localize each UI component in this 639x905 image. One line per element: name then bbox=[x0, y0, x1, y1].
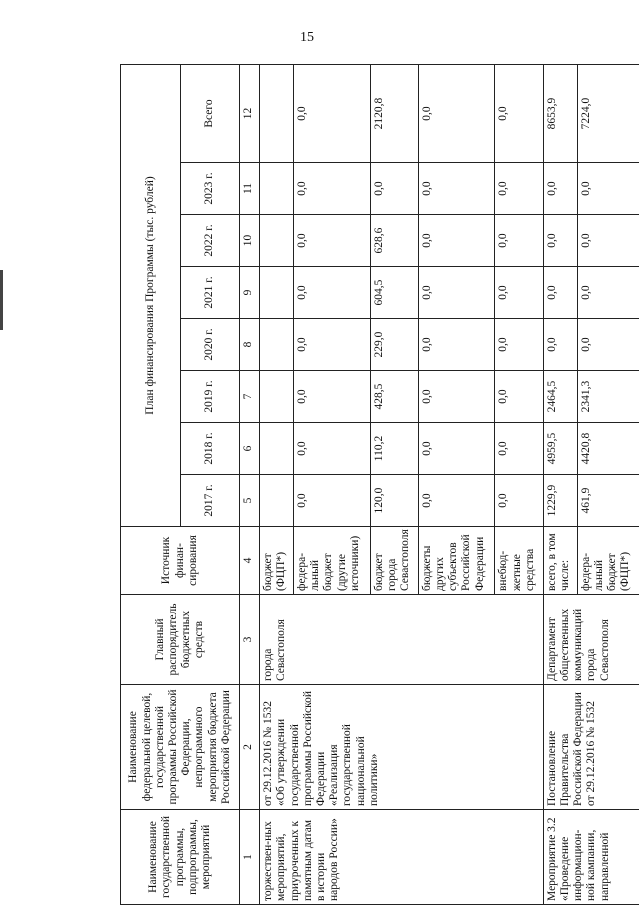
value-cell bbox=[260, 65, 294, 163]
scan-edge-mark bbox=[0, 270, 3, 330]
value-cell: 0,0 bbox=[370, 163, 418, 215]
financing-table-rotated bbox=[120, 65, 639, 905]
value-cell: 120,0 bbox=[370, 475, 418, 527]
header-year: 2022 г. bbox=[180, 215, 240, 267]
value-cell: 428,5 bbox=[370, 371, 418, 423]
value-cell: 0,0 bbox=[495, 215, 543, 267]
value-cell: 0,0 bbox=[577, 267, 639, 319]
value-cell: 0,0 bbox=[418, 423, 495, 475]
block2-measure-name: Мероприятие 3.2 «Проведение информацион-ной кампании, направленной bbox=[543, 810, 639, 905]
funding-source: федера-льный бюджет (другие источники) bbox=[293, 527, 370, 595]
funding-source: внебюд-жетные средства bbox=[495, 527, 543, 595]
funding-source: всего, в том числе: bbox=[543, 527, 577, 595]
col-number: 11 bbox=[240, 163, 260, 215]
value-cell: 0,0 bbox=[577, 215, 639, 267]
value-cell: 0,0 bbox=[293, 163, 370, 215]
header-col4: Источник финан-сирования bbox=[121, 527, 240, 595]
value-cell: 0,0 bbox=[418, 475, 495, 527]
header-year: 2017 г. bbox=[180, 475, 240, 527]
funding-source: бюджет (ФЦП*) bbox=[260, 527, 294, 595]
value-cell: 2464,5 bbox=[543, 371, 577, 423]
value-cell: 4420,8 bbox=[577, 423, 639, 475]
value-cell bbox=[260, 371, 294, 423]
col-number: 10 bbox=[240, 215, 260, 267]
value-cell: 4959,5 bbox=[543, 423, 577, 475]
value-cell: 7224,0 bbox=[577, 65, 639, 163]
value-cell: 0,0 bbox=[293, 371, 370, 423]
funding-source: бюджеты других субъектов Российской Федерации bbox=[418, 527, 495, 595]
block1-administrator: города Севастополя bbox=[260, 595, 544, 685]
value-cell: 0,0 bbox=[495, 267, 543, 319]
value-cell: 0,0 bbox=[418, 371, 495, 423]
value-cell: 0,0 bbox=[577, 319, 639, 371]
value-cell: 0,0 bbox=[293, 215, 370, 267]
header-col1: Наименование государственной программы, подпрограммы, мероприятий bbox=[121, 810, 240, 905]
value-cell: 0,0 bbox=[495, 475, 543, 527]
header-plan: План финансирования Программы (тыс. рублей) bbox=[121, 65, 181, 527]
value-cell bbox=[260, 215, 294, 267]
value-cell: 8653,9 bbox=[543, 65, 577, 163]
value-cell: 628,6 bbox=[370, 215, 418, 267]
header-col2: Наименование федеральной целевой, государственной программы Российской Федерации, непрограммного мероприятия бюджета Российской Федерации bbox=[121, 685, 240, 810]
financing-table bbox=[120, 64, 639, 905]
value-cell: 110,2 bbox=[370, 423, 418, 475]
header-year: 2018 г. bbox=[180, 423, 240, 475]
block2-administrator: Департамент общественных коммуникаций города Севастополя bbox=[543, 595, 639, 685]
col-number: 12 bbox=[240, 65, 260, 163]
value-cell: 0,0 bbox=[543, 267, 577, 319]
value-cell: 229,0 bbox=[370, 319, 418, 371]
col-number: 6 bbox=[240, 423, 260, 475]
col-number: 4 bbox=[240, 527, 260, 595]
value-cell: 0,0 bbox=[543, 215, 577, 267]
header-year: 2020 г. bbox=[180, 319, 240, 371]
col-number: 8 bbox=[240, 319, 260, 371]
col-number: 7 bbox=[240, 371, 260, 423]
value-cell bbox=[260, 163, 294, 215]
col-number: 3 bbox=[240, 595, 260, 685]
value-cell: 0,0 bbox=[293, 65, 370, 163]
table-row bbox=[260, 65, 294, 905]
value-cell: 0,0 bbox=[495, 423, 543, 475]
funding-source: бюджет города Севастополя bbox=[370, 527, 418, 595]
value-cell: 461,9 bbox=[577, 475, 639, 527]
value-cell bbox=[260, 319, 294, 371]
value-cell: 0,0 bbox=[418, 65, 495, 163]
header-total: Всего bbox=[180, 65, 240, 163]
header-year: 2019 г. bbox=[180, 371, 240, 423]
value-cell: 0,0 bbox=[543, 163, 577, 215]
value-cell: 0,0 bbox=[495, 163, 543, 215]
table-row bbox=[543, 65, 577, 905]
funding-source: федера-льный бюджет (ФЦП*) bbox=[577, 527, 639, 595]
column-number-row bbox=[240, 65, 260, 905]
value-cell: 0,0 bbox=[293, 319, 370, 371]
value-cell bbox=[260, 267, 294, 319]
header-year: 2023 г. bbox=[180, 163, 240, 215]
header-year: 2021 г. bbox=[180, 267, 240, 319]
value-cell: 0,0 bbox=[293, 423, 370, 475]
col-number: 1 bbox=[240, 810, 260, 905]
header-row-1 bbox=[121, 65, 181, 905]
value-cell: 604,5 bbox=[370, 267, 418, 319]
value-cell: 0,0 bbox=[495, 319, 543, 371]
value-cell: 0,0 bbox=[495, 65, 543, 163]
value-cell: 2341,3 bbox=[577, 371, 639, 423]
value-cell: 2120,8 bbox=[370, 65, 418, 163]
value-cell: 0,0 bbox=[293, 475, 370, 527]
col-number: 5 bbox=[240, 475, 260, 527]
header-col3: Главный распорядитель бюджетных средств bbox=[121, 595, 240, 685]
col-number: 9 bbox=[240, 267, 260, 319]
value-cell bbox=[260, 475, 294, 527]
page-number: 15 bbox=[300, 30, 314, 45]
value-cell: 0,0 bbox=[418, 267, 495, 319]
value-cell: 0,0 bbox=[293, 267, 370, 319]
value-cell bbox=[260, 423, 294, 475]
value-cell: 0,0 bbox=[577, 163, 639, 215]
block2-program-name: Постановление Правительства Российской Федерации от 29.12.2016 № 1532 bbox=[543, 685, 639, 810]
col-number: 2 bbox=[240, 685, 260, 810]
value-cell: 0,0 bbox=[543, 319, 577, 371]
value-cell: 0,0 bbox=[418, 319, 495, 371]
value-cell: 0,0 bbox=[418, 215, 495, 267]
value-cell: 0,0 bbox=[495, 371, 543, 423]
value-cell: 1229,9 bbox=[543, 475, 577, 527]
value-cell: 0,0 bbox=[418, 163, 495, 215]
block1-measure-name: торжествен-ных мероприятий, приуроченных к памятным датам в истории народов России» bbox=[260, 810, 544, 905]
block1-program-name: от 29.12.2016 № 1532 «Об утверждении государственной программы Российской Федерации «Реализация государственной национальной политики» bbox=[260, 685, 544, 810]
